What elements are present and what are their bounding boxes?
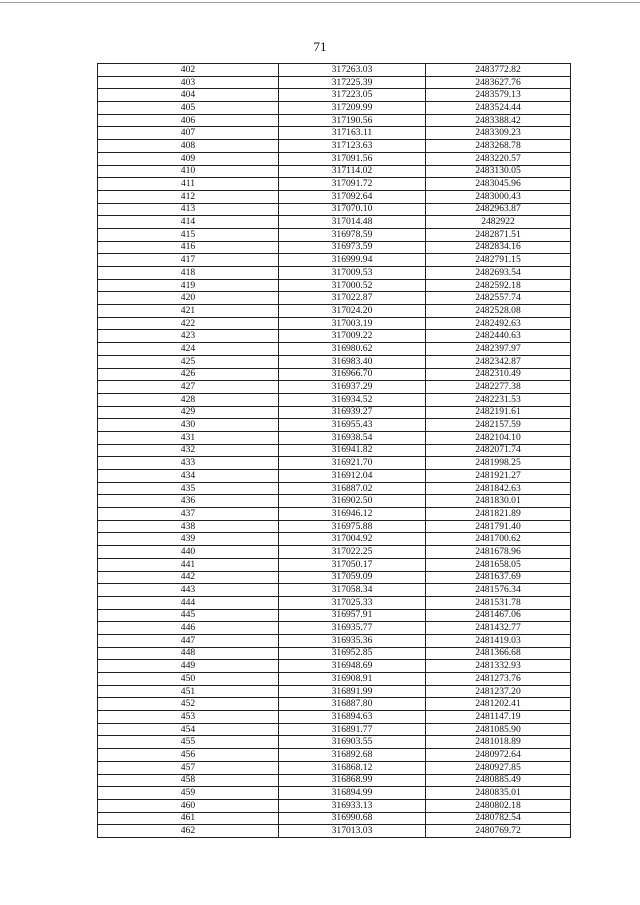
table-row	[98, 546, 571, 559]
point-number-cell: 458	[98, 774, 279, 787]
x-coordinate-cell: 317000.52	[279, 279, 426, 292]
point-number-cell: 407	[98, 127, 279, 140]
x-coordinate-cell: 317013.03	[279, 825, 426, 838]
table-row	[98, 584, 571, 597]
x-coordinate-cell: 316891.77	[279, 723, 426, 736]
y-coordinate-cell: 2483268.78	[426, 140, 571, 153]
point-number-cell: 452	[98, 698, 279, 711]
x-coordinate-cell: 317190.56	[279, 114, 426, 127]
y-coordinate-cell: 2482791.15	[426, 254, 571, 267]
table-row	[98, 393, 571, 406]
x-coordinate-cell: 317050.17	[279, 558, 426, 571]
table-row	[98, 520, 571, 533]
point-number-cell: 423	[98, 330, 279, 343]
table-row	[98, 647, 571, 660]
point-number-cell: 421	[98, 305, 279, 318]
coordinates-table	[97, 63, 571, 838]
table-row	[98, 216, 571, 229]
point-number-cell: 462	[98, 825, 279, 838]
x-coordinate-cell: 316957.91	[279, 609, 426, 622]
y-coordinate-cell: 2483130.05	[426, 165, 571, 178]
page-number: 71	[313, 39, 327, 54]
x-coordinate-cell: 316939.27	[279, 406, 426, 419]
y-coordinate-cell: 2481998.25	[426, 457, 571, 470]
x-coordinate-cell: 316983.40	[279, 355, 426, 368]
x-coordinate-cell: 317092.64	[279, 190, 426, 203]
point-number-cell: 451	[98, 685, 279, 698]
y-coordinate-cell: 2482834.16	[426, 241, 571, 254]
table-row	[98, 685, 571, 698]
x-coordinate-cell: 317059.09	[279, 571, 426, 584]
point-number-cell: 433	[98, 457, 279, 470]
y-coordinate-cell: 2480802.18	[426, 799, 571, 812]
point-number-cell: 432	[98, 444, 279, 457]
table-row	[98, 165, 571, 178]
y-coordinate-cell: 2482528.08	[426, 305, 571, 318]
table-row	[98, 508, 571, 521]
y-coordinate-cell: 2482310.49	[426, 368, 571, 381]
x-coordinate-cell: 316948.69	[279, 660, 426, 673]
x-coordinate-cell: 316975.88	[279, 520, 426, 533]
point-number-cell: 414	[98, 216, 279, 229]
point-number-cell: 439	[98, 533, 279, 546]
y-coordinate-cell: 2483579.13	[426, 89, 571, 102]
y-coordinate-cell: 2481678.96	[426, 546, 571, 559]
table-row	[98, 698, 571, 711]
table-row	[98, 609, 571, 622]
x-coordinate-cell: 316887.80	[279, 698, 426, 711]
point-number-cell: 402	[98, 64, 279, 77]
table-row	[98, 736, 571, 749]
y-coordinate-cell: 2482693.54	[426, 267, 571, 280]
y-coordinate-cell: 2481018.89	[426, 736, 571, 749]
y-coordinate-cell: 2481576.34	[426, 584, 571, 597]
y-coordinate-cell: 2481273.76	[426, 673, 571, 686]
point-number-cell: 454	[98, 723, 279, 736]
x-coordinate-cell: 316938.54	[279, 431, 426, 444]
x-coordinate-cell: 316934.52	[279, 393, 426, 406]
x-coordinate-cell: 317003.19	[279, 317, 426, 330]
x-coordinate-cell: 316937.29	[279, 381, 426, 394]
table-row	[98, 774, 571, 787]
table-row	[98, 152, 571, 165]
point-number-cell: 410	[98, 165, 279, 178]
table-row	[98, 64, 571, 77]
point-number-cell: 456	[98, 749, 279, 762]
point-number-cell: 446	[98, 622, 279, 635]
scan-edge-line	[0, 2, 640, 3]
table-row	[98, 495, 571, 508]
x-coordinate-cell: 316892.68	[279, 749, 426, 762]
y-coordinate-cell: 2481658.05	[426, 558, 571, 571]
table-row	[98, 634, 571, 647]
y-coordinate-cell: 2481147.19	[426, 711, 571, 724]
x-coordinate-cell: 316990.68	[279, 812, 426, 825]
point-number-cell: 415	[98, 228, 279, 241]
x-coordinate-cell: 317263.03	[279, 64, 426, 77]
point-number-cell: 411	[98, 178, 279, 191]
point-number-cell: 425	[98, 355, 279, 368]
y-coordinate-cell: 2483524.44	[426, 102, 571, 115]
point-number-cell: 434	[98, 470, 279, 483]
x-coordinate-cell: 317114.02	[279, 165, 426, 178]
point-number-cell: 429	[98, 406, 279, 419]
x-coordinate-cell: 316894.99	[279, 787, 426, 800]
y-coordinate-cell: 2483627.76	[426, 76, 571, 89]
point-number-cell: 453	[98, 711, 279, 724]
y-coordinate-cell: 2482157.59	[426, 419, 571, 432]
table-row	[98, 482, 571, 495]
table-row	[98, 140, 571, 153]
table-row	[98, 622, 571, 635]
x-coordinate-cell: 316933.13	[279, 799, 426, 812]
point-number-cell: 419	[98, 279, 279, 292]
x-coordinate-cell: 316941.82	[279, 444, 426, 457]
table-row	[98, 114, 571, 127]
x-coordinate-cell: 316999.94	[279, 254, 426, 267]
x-coordinate-cell: 316868.99	[279, 774, 426, 787]
table-row	[98, 711, 571, 724]
x-coordinate-cell: 317025.33	[279, 596, 426, 609]
table-row	[98, 761, 571, 774]
point-number-cell: 435	[98, 482, 279, 495]
y-coordinate-cell: 2481237.20	[426, 685, 571, 698]
x-coordinate-cell: 317091.56	[279, 152, 426, 165]
x-coordinate-cell: 316868.12	[279, 761, 426, 774]
point-number-cell: 428	[98, 393, 279, 406]
table-row	[98, 127, 571, 140]
point-number-cell: 426	[98, 368, 279, 381]
point-number-cell: 445	[98, 609, 279, 622]
table-row	[98, 102, 571, 115]
y-coordinate-cell: 2481467.06	[426, 609, 571, 622]
y-coordinate-cell: 2481791.40	[426, 520, 571, 533]
point-number-cell: 437	[98, 508, 279, 521]
y-coordinate-cell: 2483772.82	[426, 64, 571, 77]
table-row	[98, 825, 571, 838]
point-number-cell: 450	[98, 673, 279, 686]
point-number-cell: 412	[98, 190, 279, 203]
y-coordinate-cell: 2483388.42	[426, 114, 571, 127]
point-number-cell: 436	[98, 495, 279, 508]
x-coordinate-cell: 317022.25	[279, 546, 426, 559]
x-coordinate-cell: 316935.36	[279, 634, 426, 647]
y-coordinate-cell: 2483220.57	[426, 152, 571, 165]
point-number-cell: 461	[98, 812, 279, 825]
x-coordinate-cell: 317004.92	[279, 533, 426, 546]
x-coordinate-cell: 316955.43	[279, 419, 426, 432]
y-coordinate-cell: 2481419.03	[426, 634, 571, 647]
y-coordinate-cell: 2481202.41	[426, 698, 571, 711]
point-number-cell: 406	[98, 114, 279, 127]
table-row	[98, 749, 571, 762]
x-coordinate-cell: 317163.11	[279, 127, 426, 140]
y-coordinate-cell: 2480782.54	[426, 812, 571, 825]
y-coordinate-cell: 2481637.69	[426, 571, 571, 584]
point-number-cell: 424	[98, 343, 279, 356]
y-coordinate-cell: 2481332.93	[426, 660, 571, 673]
table-row	[98, 723, 571, 736]
y-coordinate-cell: 2481842.63	[426, 482, 571, 495]
table-row	[98, 241, 571, 254]
point-number-cell: 449	[98, 660, 279, 673]
y-coordinate-cell: 2481921.27	[426, 470, 571, 483]
x-coordinate-cell: 316908.91	[279, 673, 426, 686]
table-row	[98, 812, 571, 825]
point-number-cell: 457	[98, 761, 279, 774]
x-coordinate-cell: 316966.70	[279, 368, 426, 381]
y-coordinate-cell: 2483000.43	[426, 190, 571, 203]
y-coordinate-cell: 2482871.51	[426, 228, 571, 241]
y-coordinate-cell: 2482397.97	[426, 343, 571, 356]
x-coordinate-cell: 317123.63	[279, 140, 426, 153]
table-row	[98, 89, 571, 102]
table-row	[98, 419, 571, 432]
table-row	[98, 343, 571, 356]
table-row	[98, 558, 571, 571]
x-coordinate-cell: 316978.59	[279, 228, 426, 241]
x-coordinate-cell: 317225.39	[279, 76, 426, 89]
point-number-cell: 442	[98, 571, 279, 584]
point-number-cell: 404	[98, 89, 279, 102]
point-number-cell: 416	[98, 241, 279, 254]
table-row	[98, 355, 571, 368]
coordinates-table-body	[98, 64, 571, 838]
x-coordinate-cell: 316921.70	[279, 457, 426, 470]
table-row	[98, 444, 571, 457]
table-row	[98, 457, 571, 470]
x-coordinate-cell: 316894.63	[279, 711, 426, 724]
y-coordinate-cell: 2483045.96	[426, 178, 571, 191]
table-row	[98, 330, 571, 343]
y-coordinate-cell: 2482922	[426, 216, 571, 229]
point-number-cell: 444	[98, 596, 279, 609]
point-number-cell: 443	[98, 584, 279, 597]
point-number-cell: 441	[98, 558, 279, 571]
y-coordinate-cell: 2482557.74	[426, 292, 571, 305]
x-coordinate-cell: 317070.10	[279, 203, 426, 216]
point-number-cell: 460	[98, 799, 279, 812]
x-coordinate-cell: 317024.20	[279, 305, 426, 318]
y-coordinate-cell: 2482963.87	[426, 203, 571, 216]
y-coordinate-cell: 2481085.90	[426, 723, 571, 736]
table-row	[98, 203, 571, 216]
point-number-cell: 420	[98, 292, 279, 305]
table-row	[98, 660, 571, 673]
table-row	[98, 787, 571, 800]
y-coordinate-cell: 2480835.01	[426, 787, 571, 800]
x-coordinate-cell: 317009.53	[279, 267, 426, 280]
table-row	[98, 381, 571, 394]
table-row	[98, 406, 571, 419]
point-number-cell: 417	[98, 254, 279, 267]
point-number-cell: 405	[98, 102, 279, 115]
y-coordinate-cell: 2480769.72	[426, 825, 571, 838]
y-coordinate-cell: 2482277.38	[426, 381, 571, 394]
y-coordinate-cell: 2480927.85	[426, 761, 571, 774]
y-coordinate-cell: 2482342.87	[426, 355, 571, 368]
y-coordinate-cell: 2482071.74	[426, 444, 571, 457]
x-coordinate-cell: 316952.85	[279, 647, 426, 660]
x-coordinate-cell: 316903.55	[279, 736, 426, 749]
point-number-cell: 403	[98, 76, 279, 89]
y-coordinate-cell: 2482592.18	[426, 279, 571, 292]
y-coordinate-cell: 2482231.53	[426, 393, 571, 406]
table-row	[98, 470, 571, 483]
table-row	[98, 190, 571, 203]
table-row	[98, 533, 571, 546]
table-row	[98, 317, 571, 330]
y-coordinate-cell: 2480885.49	[426, 774, 571, 787]
point-number-cell: 422	[98, 317, 279, 330]
x-coordinate-cell: 316912.04	[279, 470, 426, 483]
x-coordinate-cell: 316973.59	[279, 241, 426, 254]
table-row	[98, 228, 571, 241]
point-number-cell: 438	[98, 520, 279, 533]
x-coordinate-cell: 316946.12	[279, 508, 426, 521]
point-number-cell: 430	[98, 419, 279, 432]
x-coordinate-cell: 317091.72	[279, 178, 426, 191]
table-row	[98, 76, 571, 89]
table-row	[98, 596, 571, 609]
x-coordinate-cell: 316980.62	[279, 343, 426, 356]
y-coordinate-cell: 2483309.23	[426, 127, 571, 140]
table-row	[98, 368, 571, 381]
point-number-cell: 455	[98, 736, 279, 749]
y-coordinate-cell: 2482104.10	[426, 431, 571, 444]
point-number-cell: 459	[98, 787, 279, 800]
y-coordinate-cell: 2481432.77	[426, 622, 571, 635]
table-row	[98, 279, 571, 292]
x-coordinate-cell: 316891.99	[279, 685, 426, 698]
x-coordinate-cell: 317014.48	[279, 216, 426, 229]
x-coordinate-cell: 316902.50	[279, 495, 426, 508]
y-coordinate-cell: 2481700.62	[426, 533, 571, 546]
table-row	[98, 292, 571, 305]
y-coordinate-cell: 2482191.61	[426, 406, 571, 419]
table-row	[98, 799, 571, 812]
y-coordinate-cell: 2481366.68	[426, 647, 571, 660]
table-row	[98, 673, 571, 686]
point-number-cell: 408	[98, 140, 279, 153]
x-coordinate-cell: 316935.77	[279, 622, 426, 635]
table-row	[98, 305, 571, 318]
table-row	[98, 267, 571, 280]
point-number-cell: 409	[98, 152, 279, 165]
y-coordinate-cell: 2481531.78	[426, 596, 571, 609]
point-number-cell: 418	[98, 267, 279, 280]
y-coordinate-cell: 2482492.63	[426, 317, 571, 330]
x-coordinate-cell: 316887.02	[279, 482, 426, 495]
x-coordinate-cell: 317022.87	[279, 292, 426, 305]
point-number-cell: 413	[98, 203, 279, 216]
table-row	[98, 431, 571, 444]
x-coordinate-cell: 317209.99	[279, 102, 426, 115]
y-coordinate-cell: 2481830.01	[426, 495, 571, 508]
point-number-cell: 427	[98, 381, 279, 394]
x-coordinate-cell: 317223.05	[279, 89, 426, 102]
x-coordinate-cell: 317058.34	[279, 584, 426, 597]
point-number-cell: 447	[98, 634, 279, 647]
y-coordinate-cell: 2481821.89	[426, 508, 571, 521]
table-row	[98, 254, 571, 267]
x-coordinate-cell: 317009.22	[279, 330, 426, 343]
point-number-cell: 440	[98, 546, 279, 559]
table-row	[98, 571, 571, 584]
point-number-cell: 431	[98, 431, 279, 444]
y-coordinate-cell: 2482440.63	[426, 330, 571, 343]
point-number-cell: 448	[98, 647, 279, 660]
y-coordinate-cell: 2480972.64	[426, 749, 571, 762]
table-row	[98, 178, 571, 191]
